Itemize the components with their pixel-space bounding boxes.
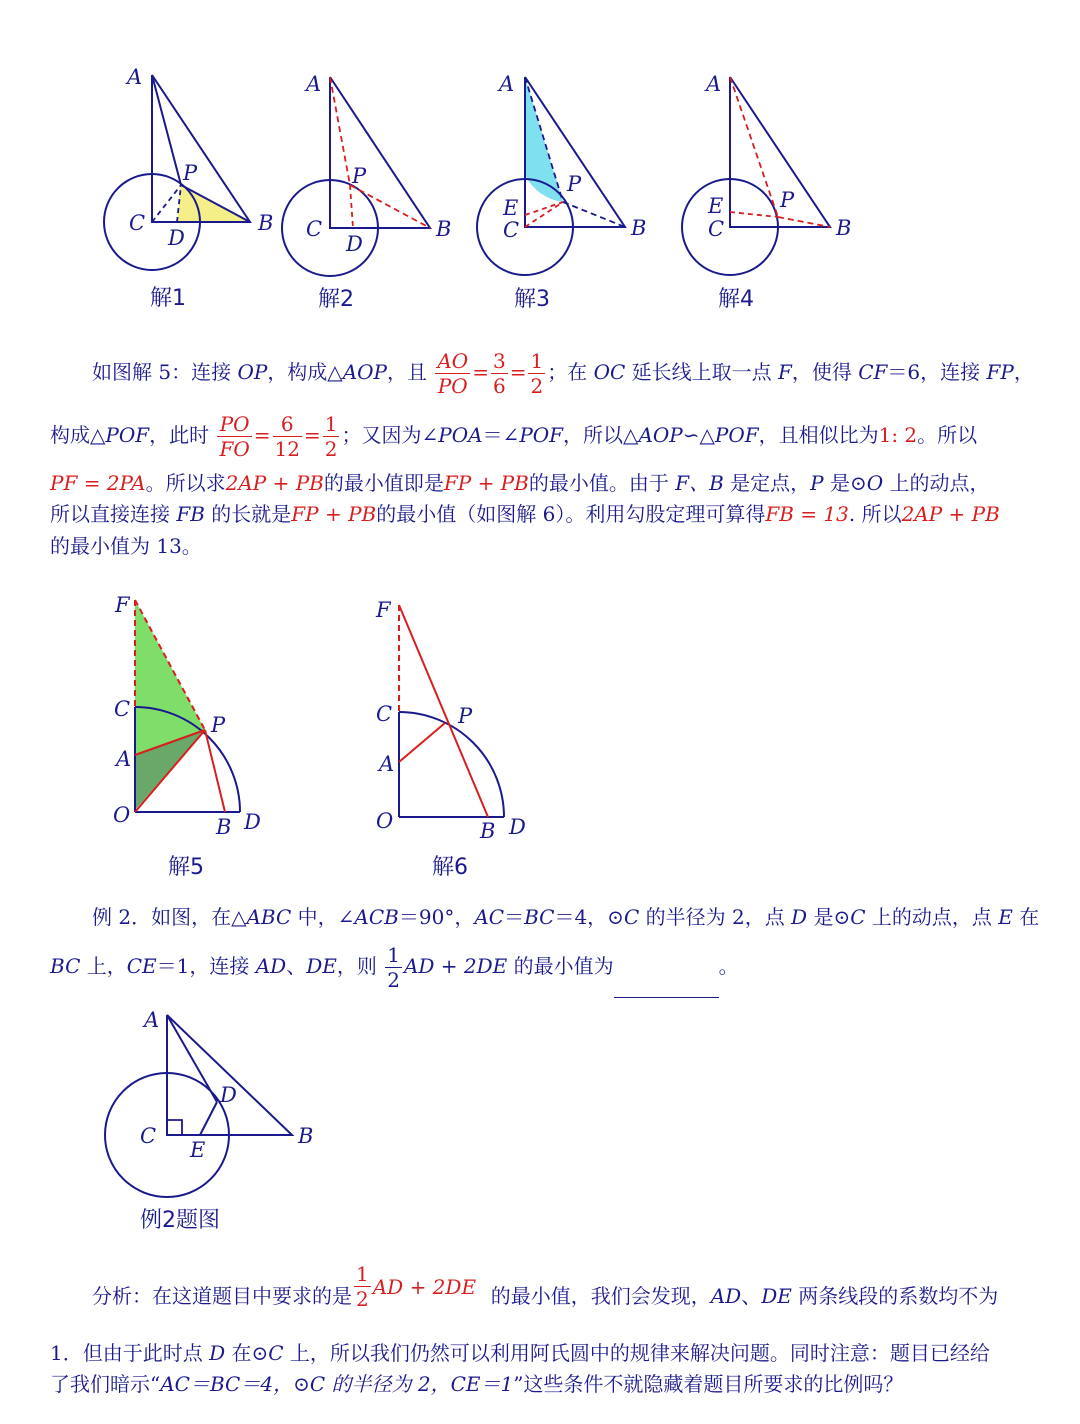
label-p: P — [211, 713, 226, 737]
label-c: C — [306, 217, 323, 241]
label-a: A — [706, 72, 722, 96]
label-b: B — [631, 216, 647, 240]
fraction-6-12: $\frac{6}{12}$ — [274, 412, 300, 461]
label-d: D — [220, 1083, 237, 1107]
label-b: B — [836, 216, 852, 240]
segment-ep — [730, 212, 778, 217]
label-b: B — [216, 815, 232, 839]
label-o: O — [113, 803, 131, 827]
label-b: B — [436, 217, 452, 241]
label-a: A — [306, 72, 322, 96]
caption-fig1: 解1 — [150, 286, 186, 311]
label-d: D — [168, 226, 185, 250]
segment-pd — [350, 185, 353, 228]
label-a: A — [144, 1008, 160, 1032]
solution-line-1: 如图解 5：连接 OP，构成△AOP，且 $\frac{AO}{PO}$ = $\frac{3}{6}$ = $\frac{1}{2}$ ；在 OC 延长线上取一点 F，使得 CF＝6，连接 FP， — [92, 349, 1034, 398]
label-a: A — [379, 752, 395, 776]
label-e: E — [503, 196, 519, 220]
label-b: B — [480, 819, 496, 843]
fraction-3-6: $\frac{3}{6}$ — [492, 349, 506, 398]
figure-example2 — [100, 1005, 325, 1205]
segment-ap — [730, 77, 778, 217]
triangle-abc — [330, 77, 430, 228]
analysis-line-3: 了我们暗示“AC＝BC＝4，⊙C 的半径为 2，CE＝1”这些条件不就隐藏着题目所要求的比例吗？ — [50, 1372, 904, 1396]
segment-pb — [350, 185, 430, 228]
figure-5 — [105, 590, 285, 845]
label-o: O — [376, 809, 394, 833]
caption-fig3: 解3 — [514, 287, 550, 312]
label-p: P — [567, 172, 582, 196]
caption-fig2: 解2 — [318, 287, 354, 312]
label-a: A — [116, 747, 132, 771]
segment-pb — [778, 217, 830, 227]
example2-line-2: BC 上，CE＝1，连接 AD、DE，则 $\frac{1}{2}$ AD + 2DE 的最小值为 。 — [50, 934, 1040, 998]
label-b: B — [258, 211, 274, 235]
caption-fig4: 解4 — [718, 287, 754, 312]
figure-2 — [280, 65, 470, 290]
label-p: P — [183, 161, 198, 185]
figure-4 — [680, 65, 870, 290]
label-p: P — [780, 188, 795, 212]
segment-de — [200, 1102, 217, 1135]
label-p: P — [458, 704, 473, 728]
fraction-half-analysis: $\frac{1}{2}$ — [356, 1262, 369, 1311]
segment-ep — [525, 202, 563, 215]
figure-3 — [475, 65, 665, 290]
solution-line-5: 的最小值为 13。 — [50, 534, 202, 558]
label-f: F — [115, 593, 130, 617]
segment-ap — [152, 75, 181, 185]
caption-fig6: 解6 — [432, 855, 468, 880]
solution-line-2: 构成△POF，此时 $\frac{PO}{FO}$ = $\frac{6}{12}$ = $\frac{1}{2}$ ；又因为∠POA＝∠POF，所以△AOP∽△POF，且相似比为1: 2。所以 — [50, 412, 978, 461]
caption-fig5: 解5 — [168, 855, 204, 880]
solution-line-4: 所以直接连接 FB 的长就是FP + PB的最小值（如图解 6）。利用勾股定理可算得FB = 13. 所以2AP + PB — [50, 502, 1000, 526]
example2-line-1: 例 2．如图，在△ABC 中，∠ACB＝90°，AC＝BC＝4，⊙C 的半径为 2，点 D 是⊙C 上的动点，点 E 在 — [92, 905, 1040, 929]
fraction-po-fo: $\frac{PO}{FO}$ — [219, 412, 250, 461]
segment-ad — [167, 1015, 217, 1102]
analysis-line-1: 分析：在这道题目中要求的是 $\frac{1}{2}$ AD + 2DE 的最小值，我们会发现，AD、DE 两条线段的系数均不为 — [92, 1262, 999, 1311]
label-a: A — [499, 72, 515, 96]
segment-cp — [525, 202, 563, 227]
label-a: A — [127, 65, 143, 89]
label-d: D — [244, 810, 261, 834]
right-angle-mark — [167, 1120, 182, 1135]
analysis-line-2: 1．但由于此时点 D 在⊙C 上，所以我们仍然可以利用阿氏圆中的规律来解决问题。同时注意：题目已经给 — [50, 1341, 990, 1365]
fraction-1-2b: $\frac{1}{2}$ — [324, 412, 338, 461]
caption-example2: 例2题图 — [140, 1208, 220, 1233]
figure-1 — [95, 60, 285, 285]
fraction-half: $\frac{1}{2}$ — [387, 943, 400, 992]
label-c: C — [708, 217, 725, 241]
label-c: C — [140, 1124, 157, 1148]
fraction-1-2: $\frac{1}{2}$ — [530, 349, 544, 398]
label-c: C — [503, 218, 520, 242]
label-e: E — [708, 194, 724, 218]
segment-ap — [399, 723, 445, 762]
label-c: C — [376, 702, 393, 726]
label-c: C — [114, 697, 131, 721]
fraction-ao-po: $\frac{AO}{PO}$ — [437, 349, 469, 398]
label-p: P — [352, 164, 367, 188]
label-b: B — [298, 1124, 314, 1148]
solution-line-3: PF = 2PA。所以求2AP + PB的最小值即是FP + PB的最小值。由于 F、B 是定点，P 是⊙O 上的动点， — [50, 471, 990, 495]
label-d: D — [346, 232, 363, 256]
figure-6 — [370, 595, 550, 850]
label-c: C — [129, 211, 146, 235]
segment-pb — [205, 730, 225, 812]
segment-cp — [152, 185, 181, 222]
answer-blank[interactable] — [614, 975, 719, 998]
segment-fb — [399, 605, 488, 817]
label-f: F — [376, 598, 391, 622]
label-e: E — [190, 1138, 206, 1162]
label-d: D — [509, 815, 526, 839]
